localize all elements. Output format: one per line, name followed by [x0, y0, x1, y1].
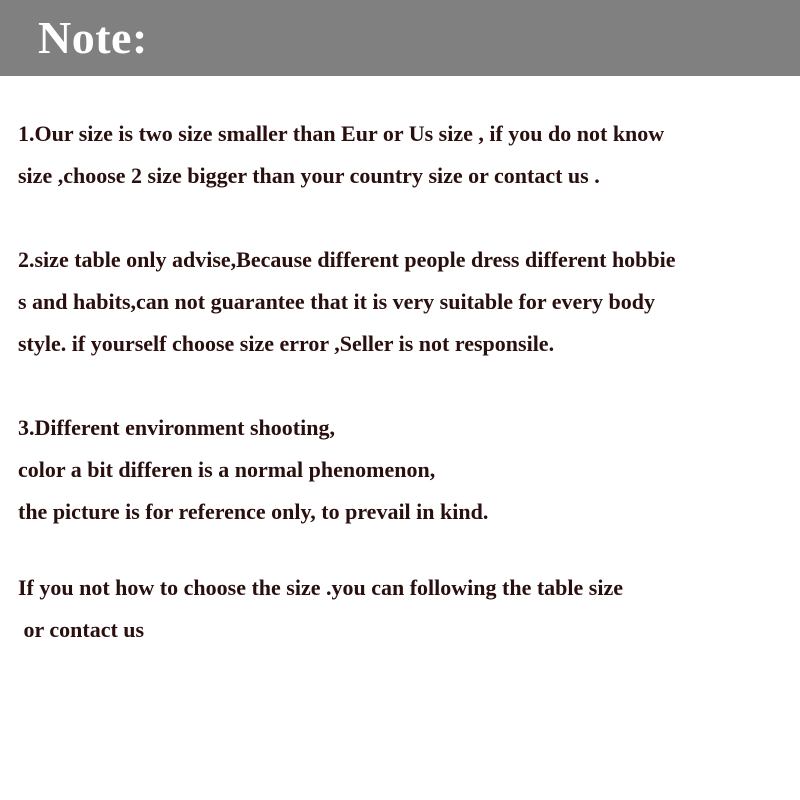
note-1-line-1: 1.Our size is two size smaller than Eur or Us size , if you do not know: [18, 121, 665, 146]
note-4-line-1: If you not how to choose the size .you can following the table size: [18, 575, 623, 600]
note-2-line-3: style. if yourself choose size error ,Seller is not responsile.: [18, 331, 555, 356]
note-3-line-2: color a bit differen is a normal phenomenon,: [18, 457, 436, 482]
header-bar: [0, 0, 800, 76]
note-4-line-2: or contact us: [18, 617, 145, 642]
note-2-line-1: 2.size table only advise,Because different people dress different hobbie: [18, 247, 676, 272]
note-2-line-2: s and habits,can not guarantee that it is very suitable for every body: [18, 289, 655, 314]
note-1-line-2: size ,choose 2 size bigger than your country size or contact us .: [18, 163, 600, 188]
note-3-line-3: the picture is for reference only, to prevail in kind.: [18, 499, 489, 524]
note-3-line-1: 3.Different environment shooting,: [18, 415, 335, 440]
page-title: Note:: [38, 12, 148, 63]
